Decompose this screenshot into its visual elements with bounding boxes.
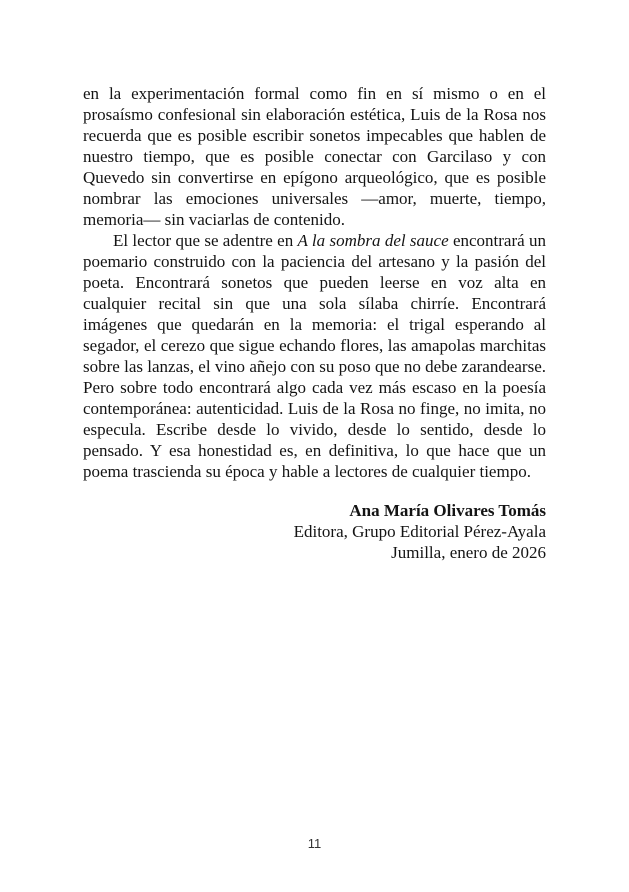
signature-place-date: Jumilla, enero de 2026 bbox=[391, 543, 546, 562]
paragraph bbox=[83, 83, 546, 230]
paragraph bbox=[83, 230, 546, 482]
text-run: en la experimentación formal como fin en sí mismo o en el prosaísmo confesional sin elaboración estética, Luis de la Rosa nos recuerda que es posible escribir sonetos impecables que hablen de nuestro tiempo, que es posible conectar con Garcilaso y con Quevedo sin convertirse en epígono arqueológico, que es posible nombrar las emociones universales —amor, muerte, tiempo, memoria— sin vaciarlas de contenido. bbox=[83, 84, 546, 229]
signature-name: Ana María Olivares Tomás bbox=[349, 501, 546, 520]
signature-role: Editora, Grupo Editorial Pérez-Ayala bbox=[293, 522, 546, 541]
text-run: El lector que se adentre en bbox=[113, 231, 298, 250]
body-paragraphs bbox=[83, 83, 546, 482]
text-block bbox=[83, 83, 546, 563]
page-number: 11 bbox=[307, 836, 322, 851]
text-run: encontrará un poemario construido con la paciencia del artesano y la pasión del poeta. Encontrará sonetos que pueden leerse en voz alta en cualquier recital sin que una sola sílaba chirríe. Encontrará imágenes que quedarán en la memoria: el trigal esperando al segador, el cerezo que sigue echando flores, las amapolas marchitas sobre las lanzas, el vino añejo con su poso que no debe zarandearse. Pero sobre todo encontrará algo cada vez más escaso en la poesía contemporánea: autenticidad. Luis de la Rosa no finge, no imita, no especula. Escribe desde lo vivido, desde lo sentido, desde lo pensado. Y esa honestidad es, en definitiva, lo que hace que un poema trascienda su época y hable a lectores de cualquier tiempo. bbox=[83, 231, 547, 481]
book-title-italic: A la sombra del sauce bbox=[297, 231, 449, 250]
signature-block bbox=[83, 500, 546, 563]
